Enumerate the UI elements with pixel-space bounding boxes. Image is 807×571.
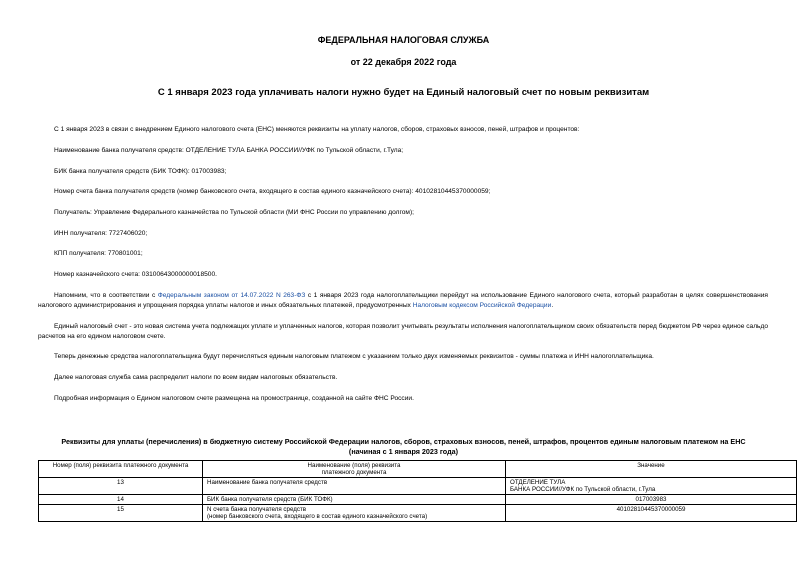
requisites-table [38,460,797,522]
table-row [39,495,797,505]
header-col-number: Номер (поля) реквизита платежного документа [39,461,203,478]
table-header-row [39,461,797,478]
table-row [39,505,797,522]
federal-law-link[interactable]: Федеральным законом от 14.07.2022 N 263-ФЗ [157,292,306,299]
row-value-line1: ОТДЕЛЕНИЕ ТУЛА [510,479,566,486]
table-row [39,478,797,495]
date-heading: от 22 декабря 2022 года [350,57,457,67]
row-name: Наименование банка получателя средств [203,478,506,495]
header-col-name-line2: платежного документа [321,469,387,476]
treasury-account-line: Номер казначейского счета: 03100643000000018500. [54,271,217,278]
row-number: 15 [39,505,203,522]
row-number: 13 [39,478,203,495]
row-value: 40102810445370000059 [506,505,797,522]
kpp-line: КПП получателя: 770801001; [54,250,143,257]
row-value [506,478,797,495]
inn-line: ИНН получателя: 7727406020; [54,230,148,237]
header-col-name [203,461,506,478]
row-name-line1: N счета банка получателя средств [207,506,307,513]
row-name: БИК банка получателя средств (БИК ТОФК) [203,495,506,505]
header-col-value: Значение [506,461,797,478]
bik-line: БИК банка получателя средств (БИК ТОФК): 017003983; [54,168,227,175]
reminder-text-b: с 1 января 2023 года налогоплательщики перейдут на использование Единого налогового счета, который разработан в целях совершенствования налогового администрирования и упрощения порядка уплаты налогов и иных обязательных платежей, предусмотренных [38,292,768,309]
single-payment-paragraph: Теперь денежные средства налогоплательщика будут перечисляться единым налоговым платежом с указанием только двух изменяемых реквизитов - суммы платежа и ИНН налогоплательщика. [54,353,654,360]
distribution-paragraph: Далее налоговая служба сама распределит налоги по всем видам налоговых обязательств. [54,374,338,381]
tax-code-link[interactable]: Налоговым кодексом Российской Федерации [412,302,552,309]
more-info-paragraph: Подробная информация о Едином налоговом счете размещена на промостранице, созданной на сайте ФНС России. [54,395,414,402]
ens-description-paragraph: Единый налоговый счет - это новая система учета подлежащих уплате и уплаченных налогов, которая позволит учитывать результаты исполнения налогоплательщиком своих обязательств перед бюджетом РФ через единое сальдо расчетов на его едином налоговом счете. [38,323,768,340]
row-name-line2: (номер банковского счета, входящего в состав единого казначейского счета) [207,513,428,520]
bank-name-line: Наименование банка получателя средств: ОТДЕЛЕНИЕ ТУЛА БАНКА РОССИИ//УФК по Тульской области, г.Тула; [54,147,404,154]
header-col-name-line1: Наименование (поля) реквизита [307,462,401,469]
row-value-line2: БАНКА РОССИИ//УФК по Тульской области, г.Тула [510,486,656,493]
intro-paragraph: С 1 января 2023 в связи с внедрением Единого налогового счета (ЕНС) меняются реквизиты на уплату налогов, сборов, страховых взносов, пеней, штрафов и процентов: [54,126,580,133]
row-value: 017003983 [506,495,797,505]
account-line: Номер счета банка получателя средств (номер банковского счета, входящего в состав единого казначейского счета): 40102810445370000059; [54,188,491,195]
table-title [40,437,767,457]
document-title: С 1 января 2023 года уплачивать налоги нужно будет на Единый налоговый счет по новым реквизитам [157,87,650,98]
table-title-main: Реквизиты для уплаты (перечисления) в бюджетную систему Российской Федерации налогов, сборов, страховых взносов, пеней, штрафов, процентов единым налоговым платежом на ЕНС [61,437,746,446]
recipient-line: Получатель: Управление Федерального казначейства по Тульской области (МИ ФНС России по управлению долгом); [54,209,414,216]
reminder-text-a: Напомним, что в соответствии с [54,292,158,299]
row-name [203,505,506,522]
table-title-subtitle: (начиная с 1 января 2023 года) [348,447,459,456]
row-number: 14 [39,495,203,505]
reminder-paragraph [38,291,768,311]
reminder-text-c: . [551,302,554,309]
org-heading: ФЕДЕРАЛЬНАЯ НАЛОГОВАЯ СЛУЖБА [317,35,490,45]
